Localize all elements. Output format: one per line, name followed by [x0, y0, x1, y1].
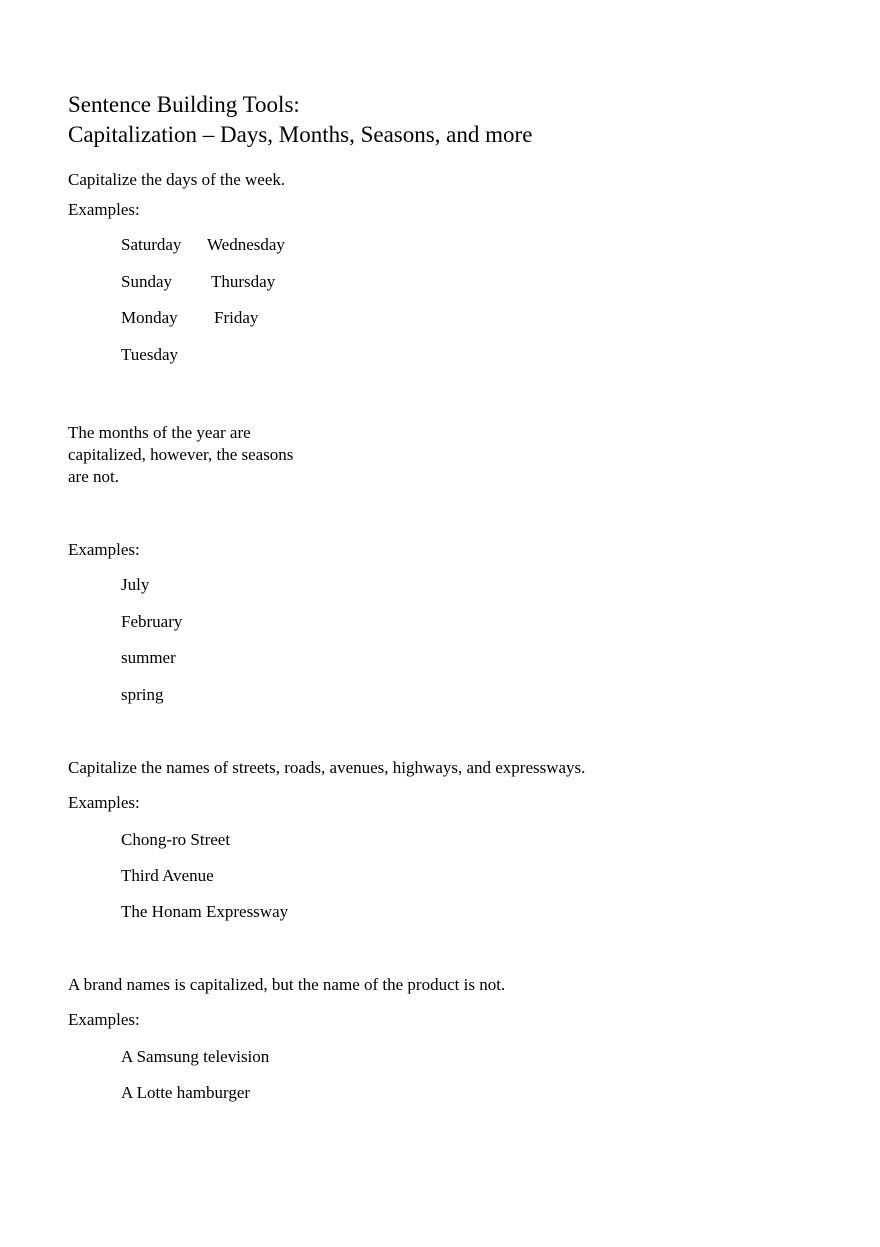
season-example: spring — [121, 685, 164, 704]
day-example: Saturday — [121, 235, 182, 254]
months-rule-line: The months of the year are — [68, 423, 251, 442]
months-examples-label: Examples: — [68, 540, 140, 559]
street-example: Chong-ro Street — [121, 830, 231, 849]
day-example: Tuesday — [121, 345, 178, 364]
page-title-line-1: Sentence Building Tools: — [68, 92, 300, 117]
day-example: Monday — [121, 308, 178, 327]
street-example: Third Avenue — [121, 866, 214, 885]
season-example: summer — [121, 648, 176, 667]
brand-example: A Samsung television — [121, 1047, 270, 1066]
months-rule-line: capitalized, however, the seasons — [68, 445, 294, 464]
day-example: Friday — [214, 308, 259, 327]
brands-examples-label: Examples: — [68, 1010, 140, 1029]
month-example: February — [121, 612, 183, 631]
months-rule-line: are not. — [68, 467, 119, 486]
days-rule: Capitalize the days of the week. — [68, 170, 286, 189]
streets-examples-label: Examples: — [68, 793, 140, 812]
month-example: July — [121, 575, 150, 594]
days-examples-label: Examples: — [68, 200, 140, 219]
streets-rule: Capitalize the names of streets, roads, avenues, highways, and expressways. — [68, 758, 586, 777]
street-example: The Honam Expressway — [121, 902, 289, 921]
page-title-line-2: Capitalization – Days, Months, Seasons, and more — [68, 122, 533, 147]
brand-example: A Lotte hamburger — [121, 1083, 251, 1102]
day-example: Wednesday — [207, 235, 285, 254]
brands-rule: A brand names is capitalized, but the name of the product is not. — [68, 975, 506, 994]
day-example: Sunday — [121, 272, 172, 291]
day-example: Thursday — [211, 272, 276, 291]
